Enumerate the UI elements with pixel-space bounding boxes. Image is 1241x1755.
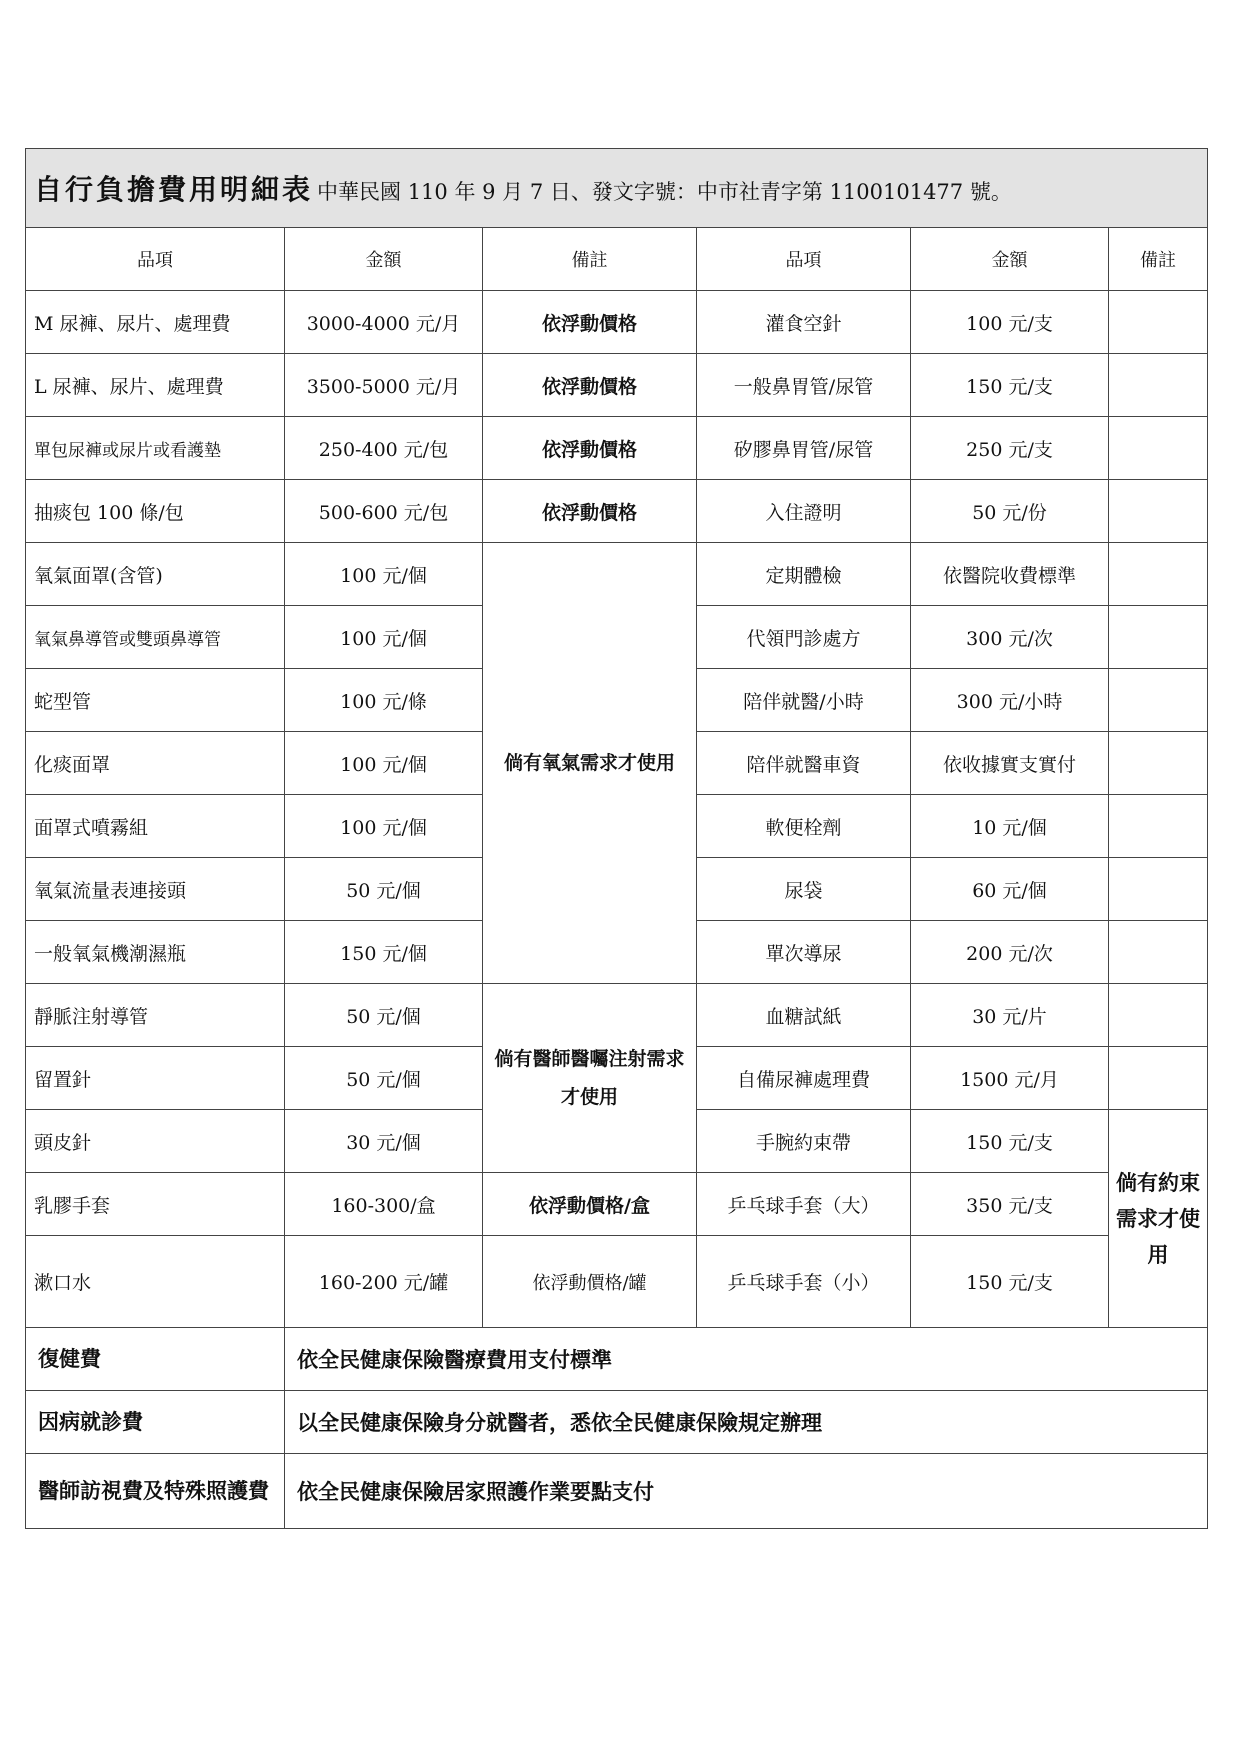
right-amount: 100 元/支 [911, 291, 1109, 354]
left-amount: 160-300/盒 [285, 1173, 483, 1236]
right-item: 血糖試紙 [697, 984, 911, 1047]
footer-value: 以全民健康保險身分就醫者，悉依全民健康保險規定辦理 [285, 1391, 1208, 1454]
left-amount: 150 元/個 [285, 921, 483, 984]
left-item: L 尿褲、尿片、處理費 [26, 354, 285, 417]
left-item: 漱口水 [26, 1236, 285, 1328]
left-note: 依浮動價格/盒 [483, 1173, 697, 1236]
right-note [1109, 732, 1208, 795]
right-item: 乒乓球手套（大） [697, 1173, 911, 1236]
table-row [26, 1173, 1208, 1236]
footer-row-visit [26, 1454, 1208, 1529]
left-item: 單包尿褲或尿片或看護墊 [26, 417, 285, 480]
left-note: 依浮動價格 [483, 291, 697, 354]
footer-label: 醫師訪視費及特殊照護費 [26, 1454, 285, 1529]
right-note [1109, 543, 1208, 606]
right-item: 陪伴就醫車資 [697, 732, 911, 795]
right-amount: 200 元/次 [911, 921, 1109, 984]
footer-label: 復健費 [26, 1328, 285, 1391]
footer-value: 依全民健康保險居家照護作業要點支付 [285, 1454, 1208, 1529]
right-note [1109, 984, 1208, 1047]
right-item: 一般鼻胃管/尿管 [697, 354, 911, 417]
right-item: 尿袋 [697, 858, 911, 921]
right-item: 灌食空針 [697, 291, 911, 354]
left-item: 氧氣面罩(含管) [26, 543, 285, 606]
table-row [26, 354, 1208, 417]
right-note [1109, 480, 1208, 543]
right-note [1109, 858, 1208, 921]
right-note [1109, 669, 1208, 732]
left-amount: 30 元/個 [285, 1110, 483, 1173]
left-item: 氧氣流量表連接頭 [26, 858, 285, 921]
left-item: 留置針 [26, 1047, 285, 1110]
right-amount: 150 元/支 [911, 354, 1109, 417]
right-item: 陪伴就醫/小時 [697, 669, 911, 732]
footer-row-rehab [26, 1328, 1208, 1391]
left-amount: 100 元/個 [285, 795, 483, 858]
document-title: 自行負擔費用明細表 [34, 173, 314, 206]
left-item: M 尿褲、尿片、處理費 [26, 291, 285, 354]
right-item: 矽膠鼻胃管/尿管 [697, 417, 911, 480]
footer-label: 因病就診費 [26, 1391, 285, 1454]
right-amount: 依醫院收費標準 [911, 543, 1109, 606]
header-note-left: 備註 [483, 228, 697, 291]
table-row [26, 984, 1208, 1047]
left-item: 蛇型管 [26, 669, 285, 732]
left-note: 依浮動價格 [483, 417, 697, 480]
left-amount: 250-400 元/包 [285, 417, 483, 480]
footer-value: 依全民健康保險醫療費用支付標準 [285, 1328, 1208, 1391]
right-amount: 250 元/支 [911, 417, 1109, 480]
left-amount: 160-200 元/罐 [285, 1236, 483, 1328]
left-item: 乳膠手套 [26, 1173, 285, 1236]
right-amount: 350 元/支 [911, 1173, 1109, 1236]
left-amount: 50 元/個 [285, 858, 483, 921]
left-amount: 100 元/個 [285, 606, 483, 669]
left-item: 靜脈注射導管 [26, 984, 285, 1047]
right-amount: 300 元/次 [911, 606, 1109, 669]
left-item: 氧氣鼻導管或雙頭鼻導管 [26, 606, 285, 669]
right-amount: 1500 元/月 [911, 1047, 1109, 1110]
table-row [26, 1236, 1208, 1328]
right-item: 入住證明 [697, 480, 911, 543]
right-amount: 30 元/片 [911, 984, 1109, 1047]
right-item: 單次導尿 [697, 921, 911, 984]
header-item-right: 品項 [697, 228, 911, 291]
right-item: 手腕約束帶 [697, 1110, 911, 1173]
restraint-note: 倘有約束需求才使用 [1109, 1110, 1208, 1328]
right-item: 自備尿褲處理費 [697, 1047, 911, 1110]
injection-note: 倘有醫師醫囑注射需求才使用 [483, 984, 697, 1173]
left-amount: 100 元/個 [285, 543, 483, 606]
left-amount: 50 元/個 [285, 984, 483, 1047]
fee-table [25, 148, 1208, 1529]
left-item: 頭皮針 [26, 1110, 285, 1173]
right-amount: 150 元/支 [911, 1236, 1109, 1328]
left-amount: 50 元/個 [285, 1047, 483, 1110]
right-amount: 依收據實支實付 [911, 732, 1109, 795]
right-item: 乒乓球手套（小） [697, 1236, 911, 1328]
right-note [1109, 417, 1208, 480]
left-note: 依浮動價格/罐 [483, 1236, 697, 1328]
left-note: 依浮動價格 [483, 354, 697, 417]
header-row [26, 228, 1208, 291]
right-amount: 10 元/個 [911, 795, 1109, 858]
header-amount-left: 金額 [285, 228, 483, 291]
right-item: 代領門診處方 [697, 606, 911, 669]
right-note [1109, 291, 1208, 354]
right-item: 軟便栓劑 [697, 795, 911, 858]
right-note [1109, 1047, 1208, 1110]
oxygen-note: 倘有氧氣需求才使用 [483, 543, 697, 984]
right-item: 定期體檢 [697, 543, 911, 606]
title-bar [26, 149, 1208, 228]
left-amount: 3500-5000 元/月 [285, 354, 483, 417]
left-amount: 100 元/個 [285, 732, 483, 795]
header-note-right: 備註 [1109, 228, 1208, 291]
table-row [26, 417, 1208, 480]
table-row [26, 543, 1208, 606]
right-amount: 50 元/份 [911, 480, 1109, 543]
left-item: 一般氧氣機潮濕瓶 [26, 921, 285, 984]
fee-sheet [25, 148, 1207, 1529]
left-amount: 500-600 元/包 [285, 480, 483, 543]
left-item: 面罩式噴霧組 [26, 795, 285, 858]
left-amount: 100 元/條 [285, 669, 483, 732]
left-note: 依浮動價格 [483, 480, 697, 543]
header-amount-right: 金額 [911, 228, 1109, 291]
document-reference: 中華民國 110 年 9 月 7 日、發文字號：中市社青字第 1100101477 號。 [317, 180, 1012, 204]
table-row [26, 480, 1208, 543]
right-note [1109, 921, 1208, 984]
right-note [1109, 606, 1208, 669]
footer-row-illness [26, 1391, 1208, 1454]
right-amount: 60 元/個 [911, 858, 1109, 921]
left-item: 化痰面罩 [26, 732, 285, 795]
right-amount: 300 元/小時 [911, 669, 1109, 732]
right-amount: 150 元/支 [911, 1110, 1109, 1173]
right-note [1109, 795, 1208, 858]
right-note [1109, 354, 1208, 417]
header-item-left: 品項 [26, 228, 285, 291]
left-amount: 3000-4000 元/月 [285, 291, 483, 354]
left-item: 抽痰包 100 條/包 [26, 480, 285, 543]
table-row [26, 291, 1208, 354]
